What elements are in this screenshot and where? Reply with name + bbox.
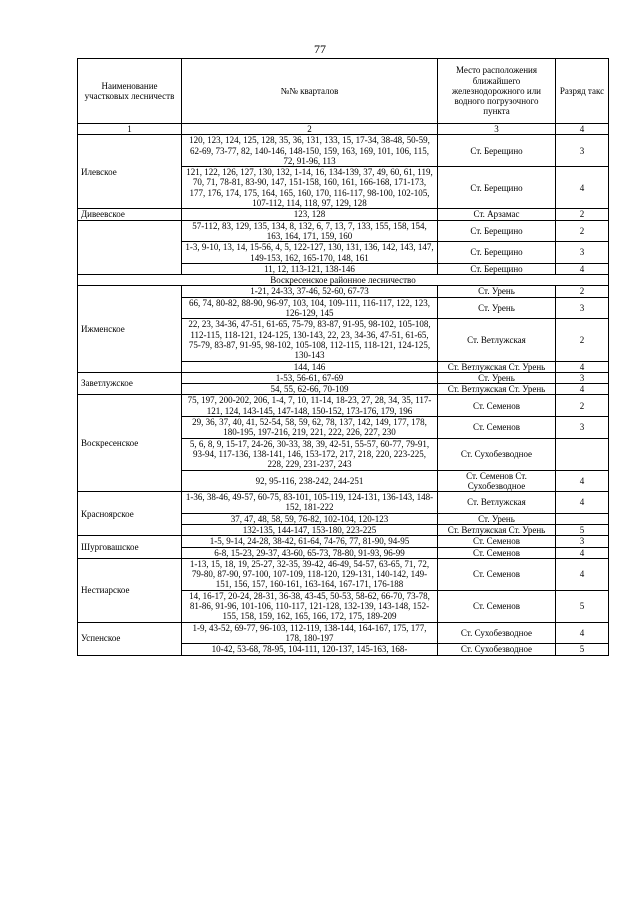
header-rank: Разряд такс [556, 59, 609, 124]
forestry-table [77, 58, 609, 656]
quarters-cell: 132-135, 144-147, 153-180, 223-225 [182, 524, 438, 535]
station-cell: Ст. Ветлужская [438, 319, 556, 361]
station-cell: Ст. Сухобезводное [438, 622, 556, 644]
table-header-row [78, 59, 609, 124]
table-row [78, 622, 609, 644]
rank-cell: 2 [556, 209, 609, 220]
rank-cell: 2 [556, 220, 609, 242]
rank-cell: 3 [556, 242, 609, 264]
table-row [78, 209, 609, 220]
table-row [78, 558, 609, 590]
quarters-cell: 10-42, 53-68, 78-95, 104-111, 120-137, 145-163, 168- [182, 644, 438, 655]
station-cell: Ст. Семенов [438, 590, 556, 622]
table-body [78, 135, 609, 655]
rank-cell: 2 [556, 319, 609, 361]
rank-cell: 4 [556, 263, 609, 274]
station-cell: Ст. Семенов Ст. Сухобезводное [438, 470, 556, 492]
rank-cell: 3 [556, 372, 609, 383]
quarters-cell: 144, 146 [182, 361, 438, 372]
station-cell: Ст. Семенов [438, 558, 556, 590]
rank-cell [556, 513, 609, 524]
rank-cell: 5 [556, 524, 609, 535]
rank-cell: 4 [556, 547, 609, 558]
table-row [78, 220, 609, 242]
rank-cell: 4 [556, 361, 609, 372]
section-row [78, 275, 609, 286]
forestry-name-cell: Воскресенское [78, 395, 182, 492]
rank-cell: 3 [556, 297, 609, 319]
quarters-cell: 1-13, 15, 18, 19, 25-27, 32-35, 39-42, 46-49, 54-57, 63-65, 71, 72, 79-80, 87-90, 97-100, 107-109, 118-120, 129-131, 140-142, 149-151, 156, 157, 160-161, 163-164, 167-171, 176-188 [182, 558, 438, 590]
quarters-cell: 1-9, 43-52, 69-77, 96-103, 112-119, 138-144, 164-167, 175, 177, 178, 180-197 [182, 622, 438, 644]
rank-cell: 4 [556, 492, 609, 514]
table-row [78, 536, 609, 547]
station-cell: Ст. Семенов [438, 395, 556, 417]
quarters-cell: 121, 122, 126, 127, 130, 132, 1-14, 16, 134-139, 37, 49, 60, 61, 119, 70, 71, 78-81, 83-90, 147, 151-158, 160, 161, 166-168, 171-173, 177, 176, 174, 175, 164, 165, 160, 170, 116-117, 98-100, 102-105, 107-112, 114, 118, 97, 129, 128 [182, 167, 438, 209]
table-row [78, 286, 609, 297]
section-title: Воскресенское районное лесничество [78, 275, 609, 286]
quarters-cell: 22, 23, 34-36, 47-51, 61-65, 75-79, 83-87, 91-95, 98-102, 105-108, 112-115, 118-121, 124-125, 130-143, 22, 23, 34-36, 47-51, 61-65, 75-79, 83-87, 91-95, 98-102, 105-108, 112-115, 118-121, 124-125, 130-143 [182, 319, 438, 361]
station-cell: Ст. Урень [438, 286, 556, 297]
quarters-cell: 1-53, 56-61, 67-69 [182, 372, 438, 383]
column-number: 4 [556, 124, 609, 135]
rank-cell: 2 [556, 395, 609, 417]
quarters-cell: 66, 74, 80-82, 88-90, 96-97, 103, 104, 109-111, 116-117, 122, 123, 126-129, 145 [182, 297, 438, 319]
quarters-cell: 1-5, 9-14, 24-28, 38-42, 61-64, 74-76, 77, 81-90, 94-95 [182, 536, 438, 547]
quarters-cell: 92, 95-116, 238-242, 244-251 [182, 470, 438, 492]
table-row [78, 395, 609, 417]
rank-cell: 4 [556, 167, 609, 209]
column-number: 3 [438, 124, 556, 135]
forestry-name-cell: Илевское [78, 135, 182, 209]
forestry-name-cell: Нестиарское [78, 558, 182, 622]
quarters-cell: 123, 128 [182, 209, 438, 220]
station-cell: Ст. Семенов [438, 536, 556, 547]
rank-cell: 3 [556, 135, 609, 167]
quarters-cell: 57-112, 83, 129, 135, 134, 8, 132, 6, 7, 13, 7, 133, 155, 158, 154, 163, 164, 171, 159, 160 [182, 220, 438, 242]
header-name: Наименование участковых лесничеств [78, 59, 182, 124]
quarters-cell: 1-36, 38-46, 49-57, 60-75, 83-101, 105-119, 124-131, 136-143, 148-152, 181-222 [182, 492, 438, 514]
table-row [78, 492, 609, 514]
header-quarters: №№ кварталов [182, 59, 438, 124]
quarters-cell: 11, 12, 113-121, 138-146 [182, 263, 438, 274]
column-number-row [78, 124, 609, 135]
forestry-name-cell: Заветлужское [78, 372, 182, 395]
station-cell: Ст. Арзамас [438, 209, 556, 220]
station-cell: Ст. Урень [438, 297, 556, 319]
forestry-name-cell: Успенское [78, 622, 182, 655]
forestry-name-cell: Ижменское [78, 286, 182, 372]
forestry-name-cell: Шурговашское [78, 536, 182, 559]
quarters-cell: 54, 55, 62-66, 70-109 [182, 384, 438, 395]
rank-cell: 4 [556, 384, 609, 395]
quarters-cell: 120, 123, 124, 125, 128, 35, 36, 131, 133, 15, 17-34, 38-48, 50-59, 62-69, 73-77, 82, 140-146, 148-150, 159, 163, 169, 101, 106, 115, 72, 91-96, 113 [182, 135, 438, 167]
station-cell: Ст. Сухобезводное [438, 644, 556, 655]
forestry-name-cell [78, 220, 182, 274]
station-cell: Ст. Сухобезводное [438, 438, 556, 470]
quarters-cell: 29, 36, 37, 40, 41, 52-54, 58, 59, 62, 78, 137, 142, 149, 177, 178, 180-195, 197-216, 219, 221, 222, 226, 227, 230 [182, 417, 438, 439]
rank-cell: 4 [556, 622, 609, 644]
station-cell: Ст. Ветлужская Ст. Урень [438, 361, 556, 372]
station-cell: Ст. Урень [438, 372, 556, 383]
station-cell: Ст. Урень [438, 513, 556, 524]
quarters-cell: 5, 6, 8, 9, 15-17, 24-26, 30-33, 38, 39, 42-51, 55-57, 60-77, 79-91, 93-94, 117-136, 138-141, 146, 153-172, 217, 218, 220, 223-225, 228, 229, 231-237, 243 [182, 438, 438, 470]
quarters-cell: 14, 16-17, 20-24, 28-31, 36-38, 43-45, 50-53, 58-62, 66-70, 73-78, 81-86, 91-96, 101-106, 110-117, 121-128, 132-139, 143-148, 152-155, 158, 159, 162, 165, 166, 172, 175, 189-209 [182, 590, 438, 622]
station-cell: Ст. Берещино [438, 135, 556, 167]
quarters-cell: 6-8, 15-23, 29-37, 43-60, 65-73, 78-80, 91-93, 96-99 [182, 547, 438, 558]
table-row [78, 135, 609, 167]
quarters-cell: 1-21, 24-33, 37-46, 52-60, 67-73 [182, 286, 438, 297]
rank-cell: 5 [556, 590, 609, 622]
quarters-cell: 75, 197, 200-202, 206, 1-4, 7, 10, 11-14, 18-23, 27, 28, 34, 35, 117-121, 124, 143-145, 147-148, 150-152, 173-176, 179, 196 [182, 395, 438, 417]
column-number: 1 [78, 124, 182, 135]
rank-cell: 3 [556, 417, 609, 439]
forestry-name-cell: Дивеевское [78, 209, 182, 220]
rank-cell: 5 [556, 644, 609, 655]
header-station: Место расположения ближайшего железнодорожного или водного погрузочного пункта [438, 59, 556, 124]
station-cell: Ст. Ветлужская [438, 492, 556, 514]
rank-cell: 2 [556, 286, 609, 297]
quarters-cell: 1-3, 9-10, 13, 14, 15-56, 4, 5, 122-127, 130, 131, 136, 142, 143, 147, 149-153, 162, 165-170, 148, 161 [182, 242, 438, 264]
rank-cell: 4 [556, 558, 609, 590]
station-cell: Ст. Семенов [438, 417, 556, 439]
table-row [78, 372, 609, 383]
station-cell: Ст. Берещино [438, 263, 556, 274]
rank-cell [556, 438, 609, 470]
page-number: 77 [314, 42, 326, 56]
station-cell: Ст. Семенов [438, 547, 556, 558]
station-cell: Ст. Ветлужская Ст. Урень [438, 524, 556, 535]
rank-cell: 3 [556, 536, 609, 547]
station-cell: Ст. Берещино [438, 242, 556, 264]
rank-cell: 4 [556, 470, 609, 492]
station-cell: Ст. Ветлужская Ст. Урень [438, 384, 556, 395]
forestry-name-cell: Красноярское [78, 492, 182, 536]
quarters-cell: 37, 47, 48, 58, 59, 76-82, 102-104, 120-123 [182, 513, 438, 524]
station-cell: Ст. Берещино [438, 167, 556, 209]
column-number: 2 [182, 124, 438, 135]
station-cell: Ст. Берещино [438, 220, 556, 242]
